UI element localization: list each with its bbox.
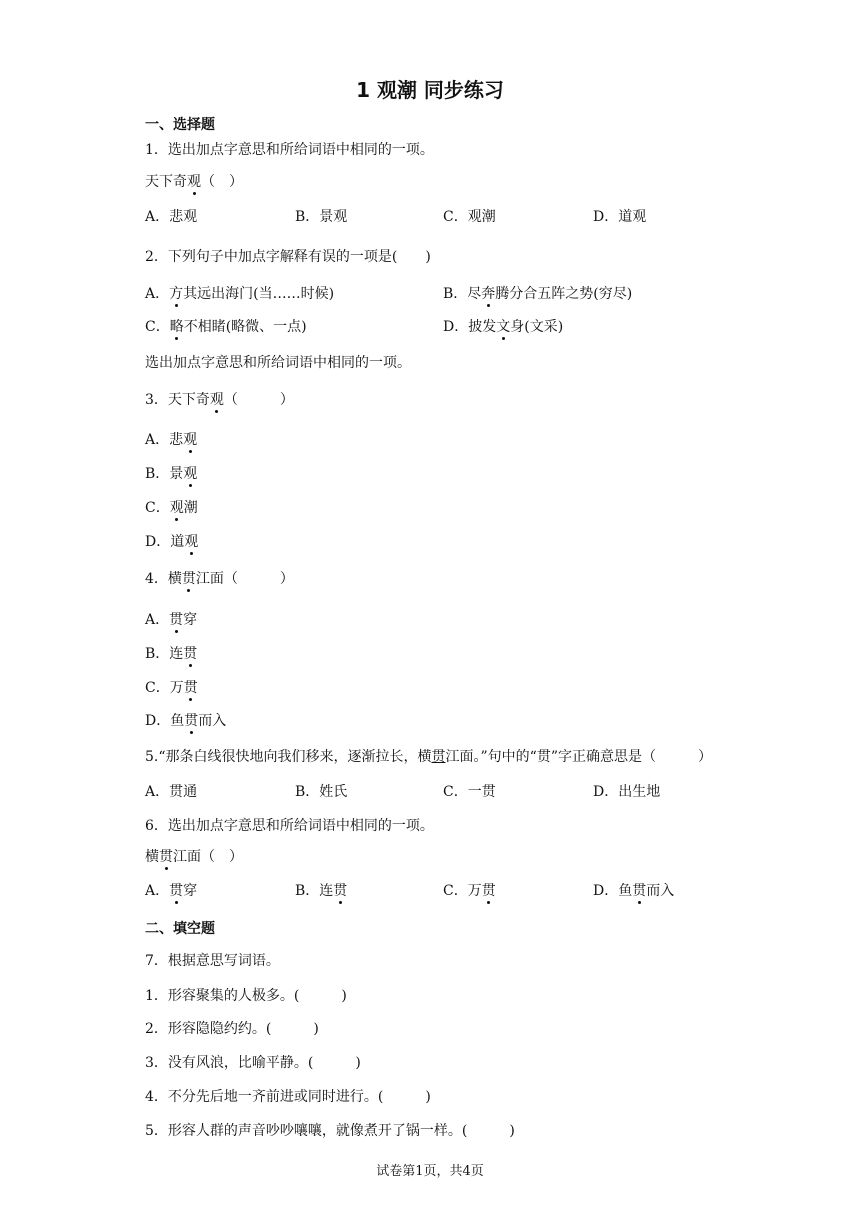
dotted-char: 方 xyxy=(169,286,184,302)
q1-option-d: D．道观 xyxy=(593,209,647,225)
question-2-stem: 2．下列句子中加点字解释有误的一项是( ) xyxy=(145,249,431,265)
question-1-stem: 1．选出加点字意思和所给词语中相同的一项。 xyxy=(145,142,434,158)
question-3-stem: 3．天下奇观（ ） xyxy=(145,392,294,408)
q6-option-b: B．连贯 xyxy=(295,883,348,899)
q7-item: 5．形容人群的声音吵吵嚷嚷，就像煮开了锅一样。( ) xyxy=(145,1123,515,1139)
question-5-stem: 5.“那条白线很快地向我们移来，逐渐拉长，横贯江面。”句中的“贯”字正确意思是（ ） xyxy=(145,749,712,765)
intro-questions-3-4: 选出加点字意思和所给词语中相同的一项。 xyxy=(145,355,411,371)
dotted-char: 观 xyxy=(187,174,201,190)
q2-option-b: B．尽奔腾分合五阵之势(穷尽) xyxy=(443,286,633,302)
q2-option-c: C．略不相睹(略微、一点) xyxy=(145,319,307,335)
q7-item: 4．不分先后地一齐前进或同时进行。( ) xyxy=(145,1089,431,1105)
q3-option-d: D．道观 xyxy=(145,534,199,550)
dotted-char: 贯 xyxy=(181,571,196,587)
dotted-char: 观 xyxy=(183,432,198,448)
q4-option-d: D．鱼贯而入 xyxy=(145,713,227,729)
dotted-char: 观 xyxy=(209,392,224,408)
q1-option-b: B．景观 xyxy=(295,209,348,225)
dotted-char: 略 xyxy=(169,319,184,335)
q4-option-b: B．连贯 xyxy=(145,646,198,662)
dotted-char: 贯 xyxy=(333,883,348,899)
question-1-word: 天下奇观（ ） xyxy=(145,174,243,190)
question-4-stem: 4．横贯江面（ ） xyxy=(145,571,294,587)
section-heading-fill: 二、填空题 xyxy=(145,921,215,937)
q6-option-c: C．万贯 xyxy=(443,883,496,899)
dotted-char: 观 xyxy=(169,500,184,516)
dotted-char: 贯 xyxy=(184,713,199,729)
q1-option-a: A．悲观 xyxy=(145,209,198,225)
dotted-char: 贯 xyxy=(183,646,198,662)
dotted-char: 贯 xyxy=(169,883,184,899)
q7-item: 3．没有风浪，比喻平静。( ) xyxy=(145,1055,361,1071)
q5-option-c: C．一贯 xyxy=(443,784,496,800)
dotted-char: 文 xyxy=(496,319,511,335)
q3-option-b: B．景观 xyxy=(145,466,198,482)
dotted-char: 观 xyxy=(183,466,198,482)
section-heading-choice: 一、选择题 xyxy=(145,117,215,133)
dotted-char: 贯 xyxy=(183,680,198,696)
q4-option-a: A．贯穿 xyxy=(145,612,198,628)
question-6-word: 横贯江面（ ） xyxy=(145,849,243,865)
q6-option-d: D．鱼贯而入 xyxy=(593,883,675,899)
dotted-char: 贯 xyxy=(169,612,184,628)
dotted-char: 贯 xyxy=(632,883,647,899)
dotted-char: 奔 xyxy=(481,286,496,302)
dotted-char: 观 xyxy=(184,534,199,550)
underlined-char: 贯 xyxy=(431,749,446,765)
q2-option-d: D．披发文身(文采) xyxy=(443,319,564,335)
q2-option-a: A．方其远出海门(当……时候) xyxy=(145,286,335,302)
q7-item: 1．形容聚集的人极多。( ) xyxy=(145,988,347,1004)
q7-item: 2．形容隐隐约约。( ) xyxy=(145,1021,319,1037)
q5-option-d: D．出生地 xyxy=(593,784,661,800)
q5-option-b: B．姓氏 xyxy=(295,784,348,800)
q4-option-c: C．万贯 xyxy=(145,680,198,696)
q1-option-c: C．观潮 xyxy=(443,209,496,225)
dotted-char: 贯 xyxy=(481,883,496,899)
page-footer: 试卷第1页，共4页 xyxy=(376,1164,484,1179)
q5-option-a: A．贯通 xyxy=(145,784,198,800)
q3-option-a: A．悲观 xyxy=(145,432,198,448)
page-title: 1 观潮 同步练习 xyxy=(356,78,504,102)
q6-option-a: A．贯穿 xyxy=(145,883,198,899)
question-7-stem: 7．根据意思写词语。 xyxy=(145,953,280,969)
question-6-stem: 6．选出加点字意思和所给词语中相同的一项。 xyxy=(145,818,434,834)
q3-option-c: C．观潮 xyxy=(145,500,198,516)
dotted-char: 贯 xyxy=(159,849,173,865)
